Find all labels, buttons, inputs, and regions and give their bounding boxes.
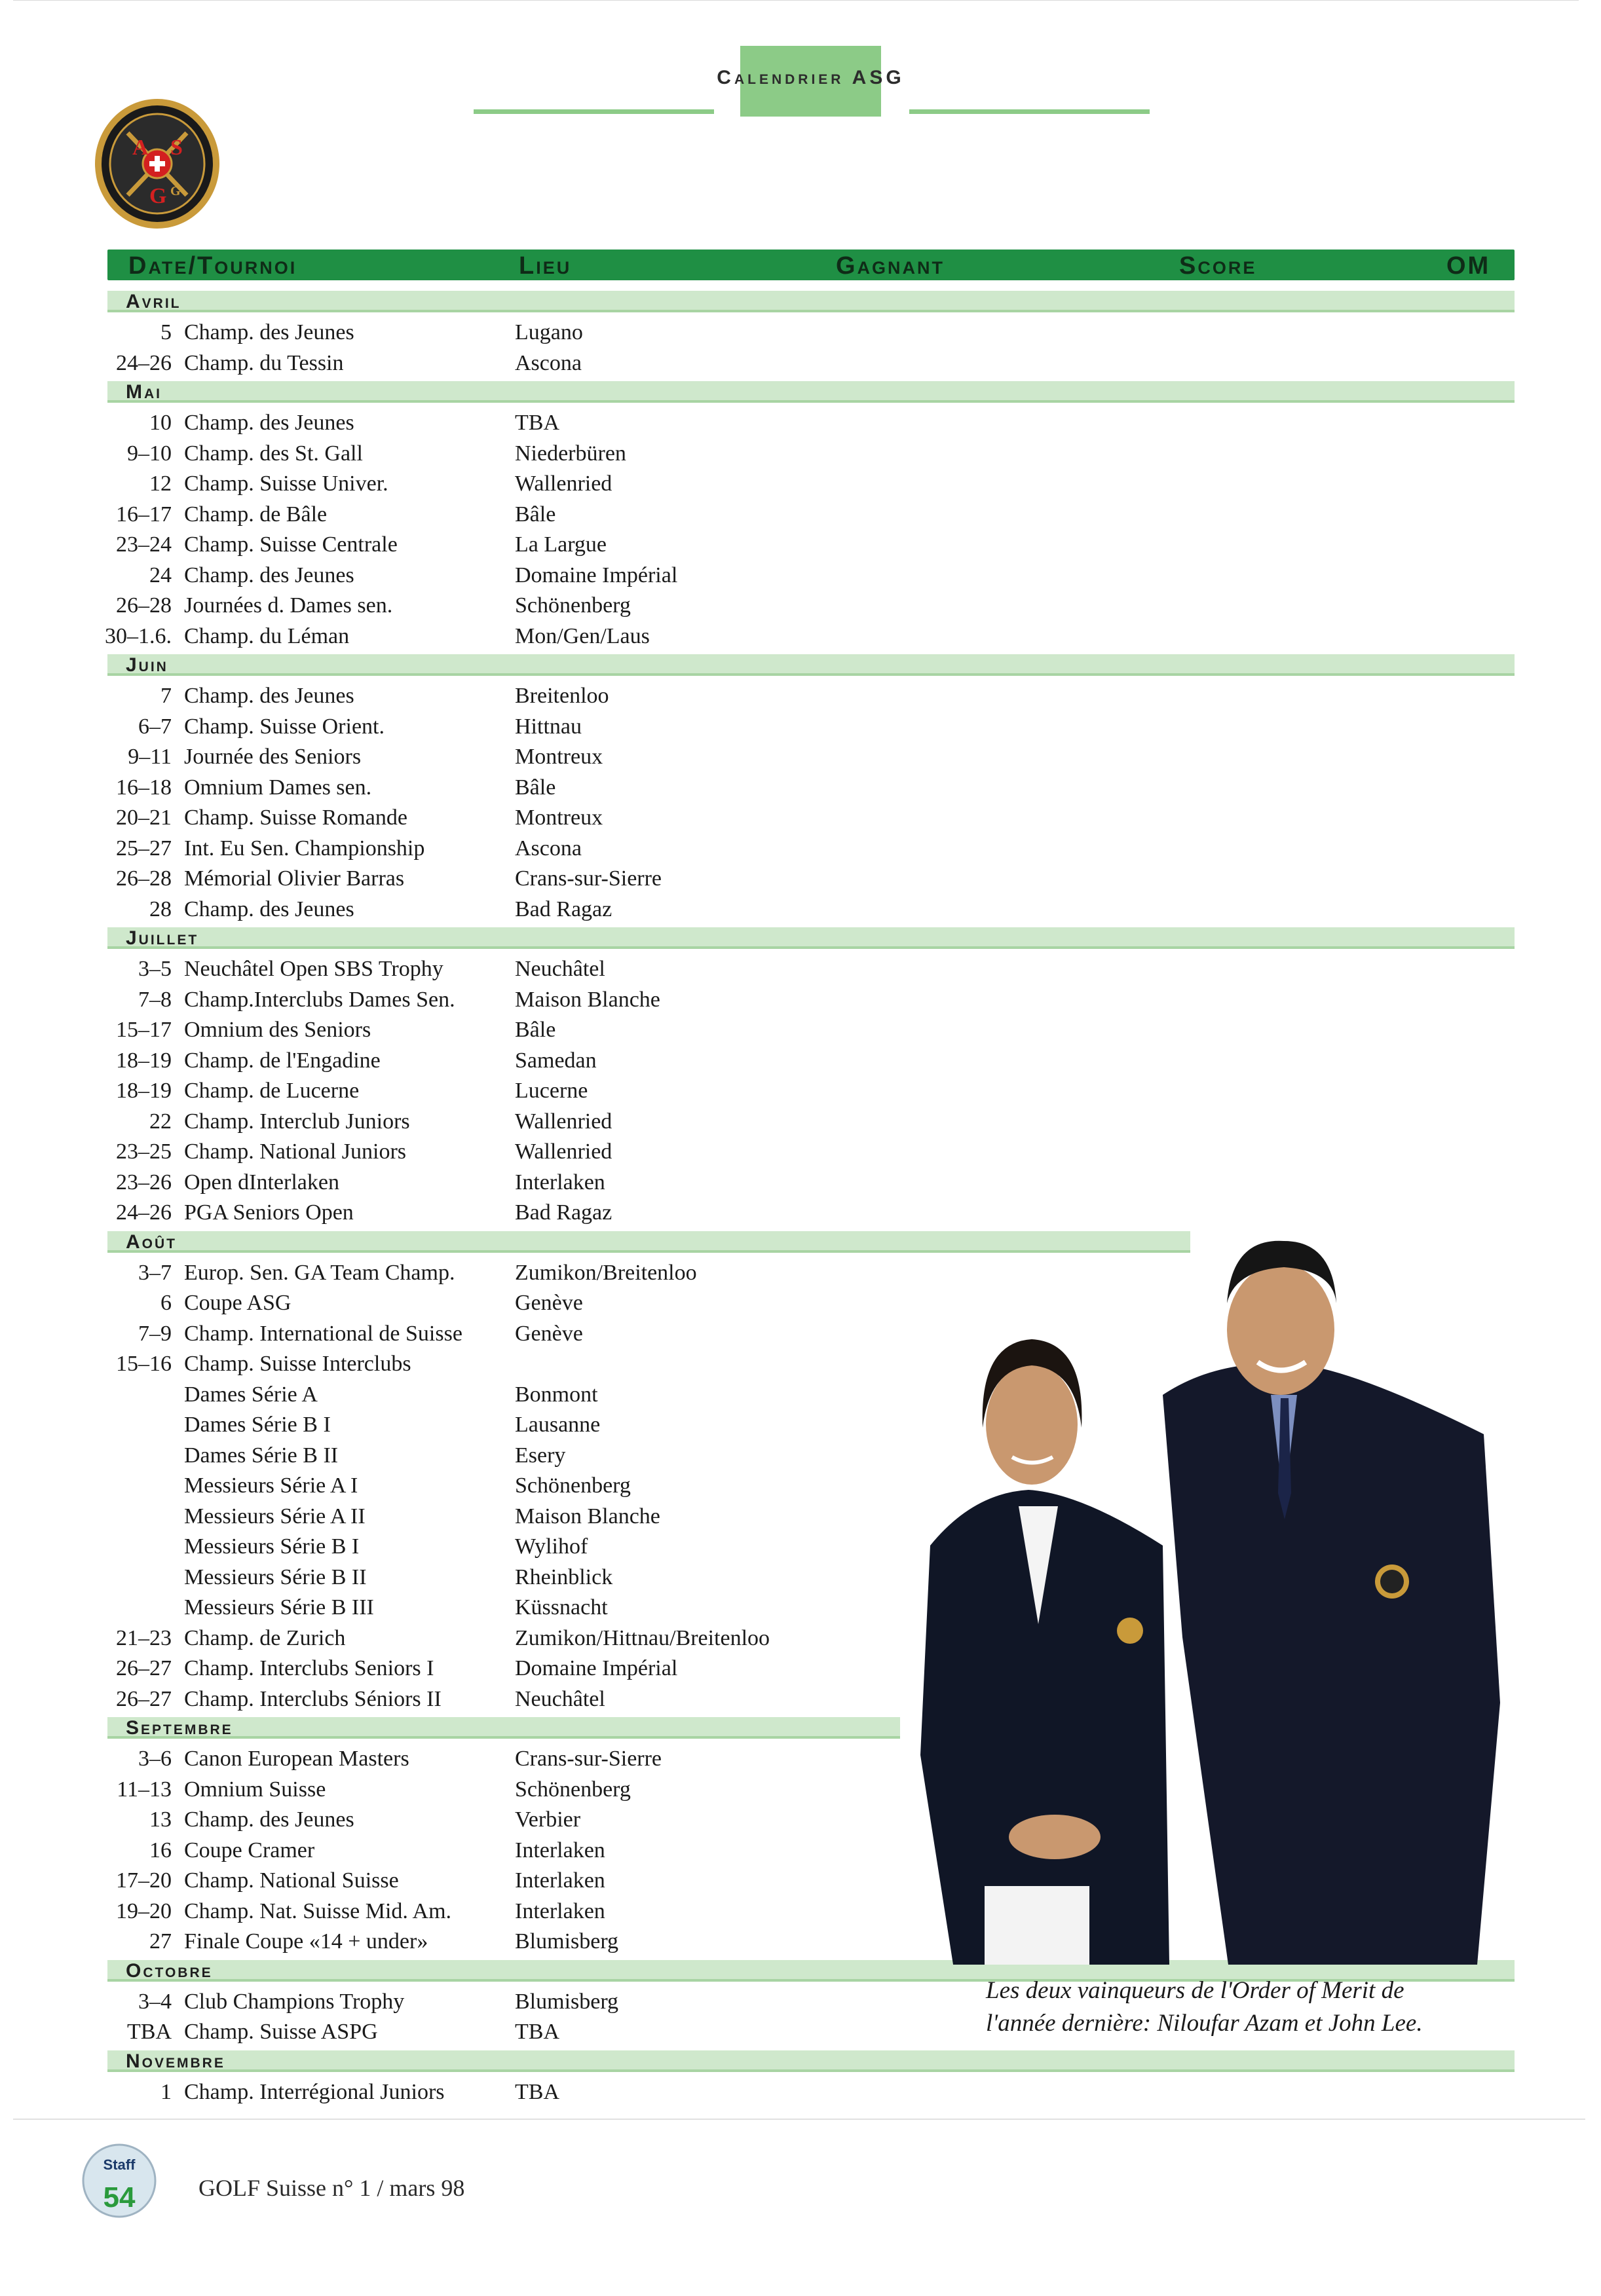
event-name: Champ. Interclubs Séniors II: [184, 1687, 442, 1711]
table-row: [0, 834, 1601, 864]
event-date: 9–11: [128, 745, 172, 769]
event-name: Champ. des St. Gall: [184, 441, 363, 466]
staff-golf-ball-icon: [80, 2140, 159, 2222]
table-row: [0, 1046, 1601, 1076]
event-name: Champ. du Tessin: [184, 351, 344, 375]
month-header: [107, 1717, 900, 1739]
event-name: Champ. de l'Engadine: [184, 1048, 381, 1073]
event-name: Champ. Suisse Romande: [184, 805, 407, 830]
event-name: Champ. Suisse Centrale: [184, 532, 398, 557]
event-name: Europ. Sen. GA Team Champ.: [184, 1261, 455, 1285]
event-date: 26–28: [116, 593, 172, 618]
month-header: [107, 654, 1515, 676]
event-location: Bâle: [515, 502, 556, 527]
event-date: 17–20: [116, 1868, 172, 1893]
table-row: [0, 1137, 1601, 1167]
footer-rule: [13, 2119, 1585, 2120]
header-rule-left: [474, 109, 714, 114]
event-date: 26–27: [116, 1687, 172, 1711]
event-name: Int. Eu Sen. Championship: [184, 836, 425, 861]
event-name: Coupe ASG: [184, 1291, 292, 1315]
event-location: Bad Ragaz: [515, 897, 612, 921]
table-row: [0, 1015, 1601, 1045]
event-date: 21–23: [116, 1626, 172, 1650]
event-name: Champ. des Jeunes: [184, 897, 354, 921]
event-location: Neuchâtel: [515, 1687, 605, 1711]
table-row: [0, 803, 1601, 833]
event-name: Champ. Interrégional Juniors: [184, 2080, 445, 2104]
table-row: [0, 348, 1601, 379]
event-location: Schönenberg: [515, 1473, 631, 1498]
event-name: Champ. de Lucerne: [184, 1079, 360, 1103]
event-name: Dames Série B I: [184, 1413, 331, 1437]
table-row: [0, 742, 1601, 772]
event-location: Bad Ragaz: [515, 1200, 612, 1225]
logo-letter-g-small: G: [170, 184, 181, 198]
event-location: Lausanne: [515, 1413, 601, 1437]
event-date: 3–5: [138, 957, 172, 981]
event-name: Champ. des Jeunes: [184, 684, 354, 708]
event-name: Champ. des Jeunes: [184, 411, 354, 435]
event-date: 23–24: [116, 532, 172, 557]
table-row: [0, 681, 1601, 711]
page-title: Calendrier ASG: [717, 67, 905, 88]
event-name: Omnium Suisse: [184, 1777, 326, 1802]
event-location: TBA: [515, 2020, 559, 2044]
table-row: [0, 318, 1601, 348]
event-name: Dames Série B II: [184, 1443, 339, 1468]
event-location: Blumisberg: [515, 1929, 619, 1953]
event-location: TBA: [515, 2080, 559, 2104]
month-label: Septembre: [126, 1717, 233, 1739]
event-name: Mémorial Olivier Barras: [184, 866, 405, 891]
event-location: Montreux: [515, 745, 603, 769]
event-date: 30–1.6.: [105, 624, 172, 648]
event-location: Ascona: [515, 836, 582, 861]
photo-caption-line1: Les deux vainqueurs de l'Order of Merit de: [986, 1977, 1404, 2004]
event-location: Bâle: [515, 775, 556, 800]
event-date: 20–21: [116, 805, 172, 830]
event-location: Wallenried: [515, 1109, 612, 1134]
event-date: 13: [149, 1807, 172, 1832]
asg-logo: [92, 97, 223, 231]
event-date: 6: [160, 1291, 172, 1315]
month-label: Novembre: [126, 2050, 225, 2072]
table-row: [0, 530, 1601, 560]
event-location: Maison Blanche: [515, 1504, 660, 1528]
col-head-om: OM: [1446, 252, 1491, 280]
winners-photo: [914, 1231, 1513, 1965]
table-row: [0, 591, 1601, 621]
event-name: Champ. de Zurich: [184, 1626, 346, 1650]
event-name: Journée des Seniors: [184, 745, 362, 769]
event-location: Wallenried: [515, 1139, 612, 1164]
event-name: Champ. des Jeunes: [184, 563, 354, 587]
event-name: Dames Série A: [184, 1382, 318, 1407]
event-name: Champ. International de Suisse: [184, 1322, 462, 1346]
col-head-date-tournoi: Date/Tournoi: [128, 252, 297, 280]
event-date: 23–25: [116, 1139, 172, 1164]
event-location: Verbier: [515, 1807, 581, 1832]
event-location: Interlaken: [515, 1868, 605, 1893]
event-location: Wallenried: [515, 472, 612, 496]
event-location: Crans-sur-Sierre: [515, 1747, 662, 1771]
event-location: Domaine Impérial: [515, 1656, 678, 1680]
event-location: Niederbüren: [515, 441, 626, 466]
event-location: Mon/Gen/Laus: [515, 624, 650, 648]
event-date: 18–19: [116, 1048, 172, 1073]
event-location: Hittnau: [515, 714, 582, 739]
event-location: La Largue: [515, 532, 607, 557]
table-row: [0, 773, 1601, 803]
event-name: Messieurs Série B II: [184, 1565, 367, 1589]
event-name: Champ. des Jeunes: [184, 320, 354, 344]
event-name: Messieurs Série B III: [184, 1595, 374, 1620]
table-row: [0, 439, 1601, 469]
month-label: Octobre: [126, 1960, 213, 1982]
event-date: 3–4: [138, 1990, 172, 2014]
event-name: Canon European Masters: [184, 1747, 409, 1771]
event-name: Messieurs Série A II: [184, 1504, 366, 1528]
event-name: Club Champions Trophy: [184, 1990, 405, 2014]
event-name: Coupe Cramer: [184, 1838, 315, 1862]
event-date: 1: [160, 2080, 172, 2104]
event-date: 3–7: [138, 1261, 172, 1285]
event-location: Esery: [515, 1443, 566, 1468]
event-name: Champ. Nat. Suisse Mid. Am.: [184, 1899, 452, 1923]
event-name: Champ. des Jeunes: [184, 1807, 354, 1832]
event-name: Champ. Interclub Juniors: [184, 1109, 410, 1134]
event-location: Crans-sur-Sierre: [515, 866, 662, 891]
event-date: 5: [160, 320, 172, 344]
event-date: 24–26: [116, 1200, 172, 1225]
event-date: 28: [149, 897, 172, 921]
event-location: Wylihof: [515, 1534, 588, 1559]
badge-brand: Staff: [103, 2157, 136, 2173]
event-location: Schönenberg: [515, 1777, 631, 1802]
event-name: PGA Seniors Open: [184, 1200, 354, 1225]
event-date: 16–18: [116, 775, 172, 800]
table-row: [0, 1168, 1601, 1198]
table-row: [0, 1198, 1601, 1228]
table-row: [0, 1107, 1601, 1137]
event-location: Montreux: [515, 805, 603, 830]
month-label: Juillet: [126, 927, 199, 949]
logo-letter-g: G: [149, 184, 167, 208]
month-header: [107, 291, 1515, 312]
header-rule-right: [909, 109, 1150, 114]
event-date: 22: [149, 1109, 172, 1134]
event-name: Neuchâtel Open SBS Trophy: [184, 957, 443, 981]
event-name: Champ. de Bâle: [184, 502, 328, 527]
event-date: 7: [160, 684, 172, 708]
event-location: Rheinblick: [515, 1565, 613, 1589]
event-location: Bâle: [515, 1018, 556, 1042]
event-name: Messieurs Série A I: [184, 1473, 358, 1498]
event-location: Neuchâtel: [515, 957, 605, 981]
event-date: 16–17: [116, 502, 172, 527]
event-location: Maison Blanche: [515, 988, 660, 1012]
event-name: Champ.Interclubs Dames Sen.: [184, 988, 455, 1012]
month-label: Juin: [126, 654, 168, 676]
event-date: 15–17: [116, 1018, 172, 1042]
col-head-gagnant: Gagnant: [836, 252, 945, 280]
event-location: Samedan: [515, 1048, 597, 1073]
event-date: 24: [149, 563, 172, 587]
month-header: [107, 381, 1515, 403]
table-row: [0, 985, 1601, 1015]
col-head-score: Score: [1179, 252, 1257, 280]
event-date: 9–10: [127, 441, 172, 466]
event-date: 27: [149, 1929, 172, 1953]
month-header: [107, 927, 1515, 949]
event-name: Champ. Interclubs Seniors I: [184, 1656, 434, 1680]
event-location: Bonmont: [515, 1382, 598, 1407]
event-date: TBA: [127, 2020, 172, 2044]
event-location: Domaine Impérial: [515, 563, 678, 587]
photo-caption-line2: l'année dernière: Niloufar Azam et John Lee.: [986, 2010, 1423, 2037]
page-number: 54: [103, 2181, 136, 2213]
event-location: Zumikon/Breitenloo: [515, 1261, 697, 1285]
event-name: Omnium Dames sen.: [184, 775, 372, 800]
event-location: Lugano: [515, 320, 583, 344]
event-location: TBA: [515, 411, 559, 435]
event-date: 16: [149, 1838, 172, 1862]
table-row: [0, 621, 1601, 652]
event-name: Champ. National Juniors: [184, 1139, 407, 1164]
event-date: 19–20: [116, 1899, 172, 1923]
table-row: [0, 1076, 1601, 1106]
table-row: [0, 561, 1601, 591]
logo-letter-a: A: [132, 136, 149, 160]
event-date: 25–27: [116, 836, 172, 861]
table-header-bar: [107, 250, 1515, 280]
table-row: [0, 895, 1601, 925]
page-edge: [13, 0, 1579, 1]
event-date: 3–6: [138, 1747, 172, 1771]
event-date: 11–13: [117, 1777, 172, 1802]
event-name: Champ. Suisse ASPG: [184, 2020, 378, 2044]
event-date: 23–26: [116, 1170, 172, 1194]
event-name: Messieurs Série B I: [184, 1534, 360, 1559]
col-head-lieu: Lieu: [519, 252, 572, 280]
event-location: Genève: [515, 1322, 583, 1346]
event-date: 26–28: [116, 866, 172, 891]
event-location: Blumisberg: [515, 1990, 619, 2014]
event-location: Lucerne: [515, 1079, 588, 1103]
event-name: Champ. Suisse Univer.: [184, 472, 388, 496]
table-row: [0, 2077, 1601, 2107]
event-date: 12: [149, 472, 172, 496]
event-name: Champ. Suisse Orient.: [184, 714, 385, 739]
table-row: [0, 500, 1601, 530]
event-name: Champ. Suisse Interclubs: [184, 1352, 411, 1376]
table-row: [0, 954, 1601, 984]
event-location: Küssnacht: [515, 1595, 608, 1620]
publication-info: GOLF Suisse n° 1 / mars 98: [198, 2175, 465, 2201]
event-date: 7–8: [138, 988, 172, 1012]
event-location: Interlaken: [515, 1838, 605, 1862]
table-row: [0, 408, 1601, 438]
month-label: Mai: [126, 381, 162, 403]
logo-letter-s: S: [170, 136, 183, 160]
table-row: [0, 469, 1601, 499]
event-location: Schönenberg: [515, 593, 631, 618]
event-location: Breitenloo: [515, 684, 609, 708]
table-row: [0, 712, 1601, 742]
event-date: 18–19: [116, 1079, 172, 1103]
photo-caption: [986, 1974, 1510, 2040]
month-label: Avril: [126, 291, 181, 312]
month-label: Août: [126, 1231, 177, 1253]
event-location: Interlaken: [515, 1899, 605, 1923]
event-date: 24–26: [116, 351, 172, 375]
event-date: 7–9: [138, 1322, 172, 1346]
event-location: Interlaken: [515, 1170, 605, 1194]
event-location: Zumikon/Hittnau/Breitenloo: [515, 1626, 770, 1650]
event-date: 26–27: [116, 1656, 172, 1680]
event-name: Champ. du Léman: [184, 624, 350, 648]
event-date: 6–7: [138, 714, 172, 739]
event-location: Genève: [515, 1291, 583, 1315]
event-name: Open dInterlaken: [184, 1170, 339, 1194]
month-header: [107, 2050, 1515, 2072]
event-name: Finale Coupe «14 + under»: [184, 1929, 428, 1953]
event-name: Journées d. Dames sen.: [184, 593, 393, 618]
event-date: 10: [149, 411, 172, 435]
event-name: Omnium des Seniors: [184, 1018, 371, 1042]
table-row: [0, 864, 1601, 894]
event-date: 15–16: [116, 1352, 172, 1376]
event-name: Champ. National Suisse: [184, 1868, 399, 1893]
event-location: Ascona: [515, 351, 582, 375]
